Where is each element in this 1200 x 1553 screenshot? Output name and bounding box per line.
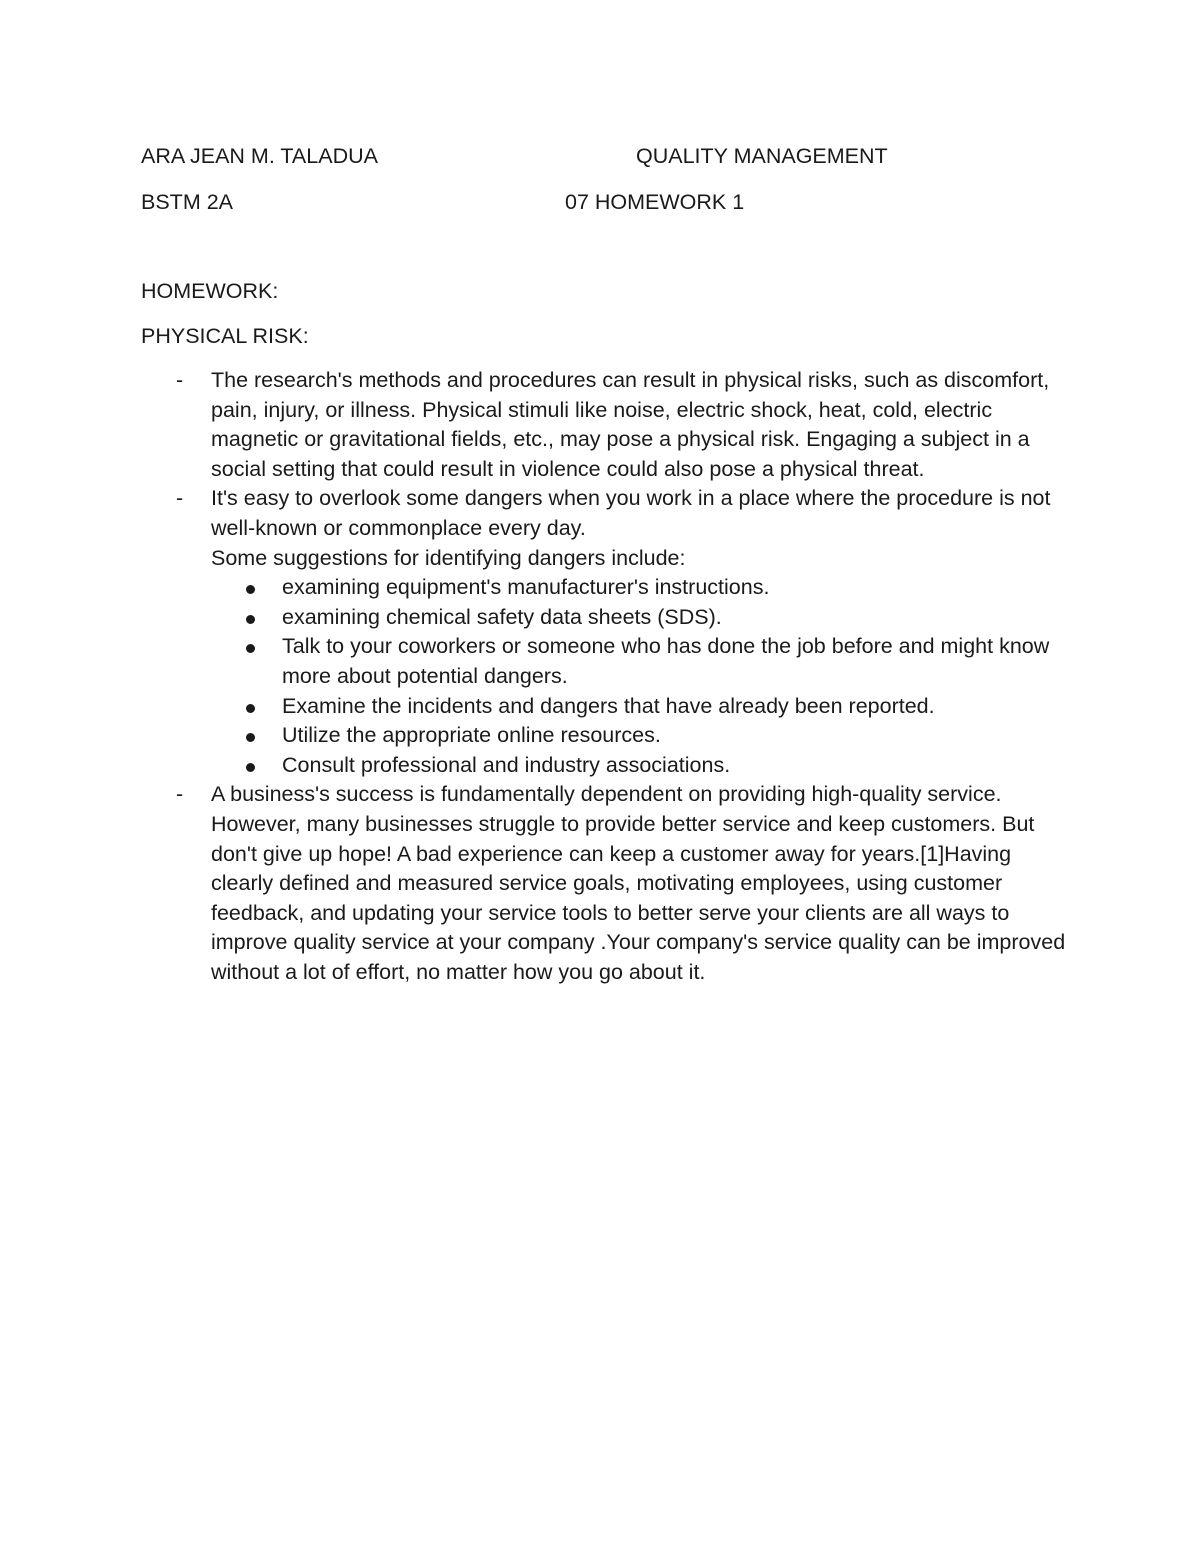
bullet-text: Examine the incidents and dangers that have already been reported.: [282, 693, 935, 718]
dash-marker: -: [176, 368, 184, 392]
bullet-icon: [246, 704, 255, 713]
subject-title: QUALITY MANAGEMENT: [636, 144, 888, 168]
bullet-icon: [246, 733, 255, 742]
bullet-text: examining equipment's manufacturer's instructions.: [282, 575, 770, 600]
list-item: [141, 366, 1071, 484]
bullet-text: examining chemical safety data sheets (SDS).: [282, 604, 722, 629]
physical-risk-heading: PHYSICAL RISK:: [141, 324, 309, 348]
dash-marker: -: [176, 782, 184, 807]
bullet-text: Utilize the appropriate online resources.: [282, 723, 661, 748]
bullet-item: [211, 721, 1071, 751]
student-name: ARA JEAN M. TALADUA: [141, 144, 378, 168]
bullet-icon: [246, 615, 255, 624]
bullet-item: [211, 692, 1071, 722]
section-label: BSTM 2A: [141, 190, 233, 214]
dash-marker: -: [176, 486, 184, 511]
list-item: [141, 780, 1071, 987]
bullet-icon: [246, 763, 255, 772]
bullet-item: [211, 632, 1071, 691]
assignment-label: 07 HOMEWORK 1: [565, 190, 745, 214]
list-item: [141, 484, 1071, 780]
bullet-text: Talk to your coworkers or someone who has done the job before and might know more about potential dangers.: [282, 634, 1050, 688]
bullet-list: [211, 573, 1071, 780]
bullet-item: [211, 603, 1071, 633]
bullet-item: [211, 573, 1071, 603]
bullet-item: [211, 751, 1071, 781]
bullet-icon: [246, 585, 255, 594]
item-intro: Some suggestions for identifying dangers include:: [211, 545, 686, 570]
bullet-icon: [246, 644, 255, 653]
item-text: It's easy to overlook some dangers when you work in a place where the procedure is not well-known or commonplace every day.: [211, 486, 1051, 540]
bullet-text: Consult professional and industry associations.: [282, 752, 731, 777]
item-text: A business's success is fundamentally dependent on providing high-quality service. However, many businesses struggle to provide better service and keep customers. But don't give up hope! A bad experience can keep a customer away for years.[1]Having clearly defined and measured service goals, motivating employees, using customer feedback, and updating your service tools to better serve your clients are all ways to improve quality service at your company .Your company's service quality can be improved without a lot of effort, no matter how you go about it.: [211, 782, 1066, 984]
homework-heading: HOMEWORK:: [141, 279, 279, 303]
dash-list: [141, 366, 1071, 987]
item-text: The research's methods and procedures can result in physical risks, such as discomfort, pain, injury, or illness. Physical stimuli like noise, electric shock, heat, cold, electric magnetic or gravitational fields, etc., may pose a physical risk. Engaging a subject in a social setting that could result in violence could also pose a physical threat.: [211, 368, 1050, 481]
